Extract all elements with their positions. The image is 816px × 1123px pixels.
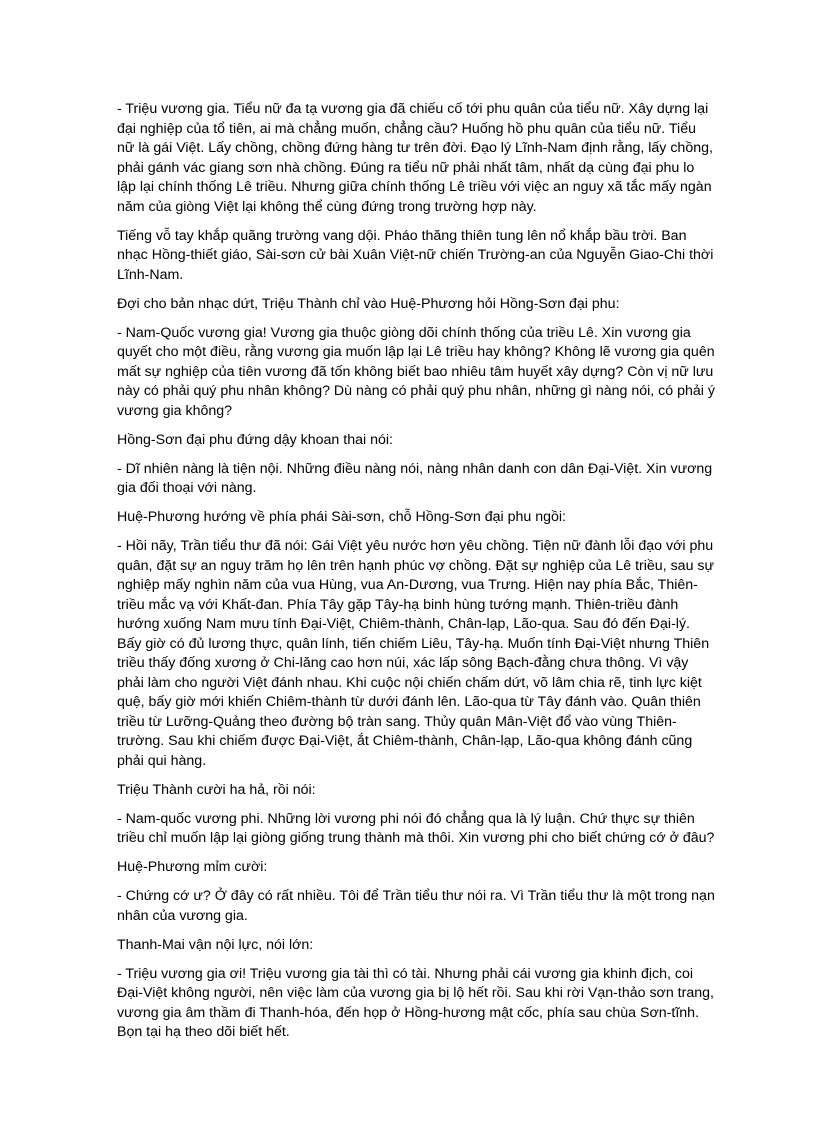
paragraph: - Hồi nãy, Trần tiểu thư đã nói: Gái Việt yêu nước hơn yêu chồng. Tiện nữ đành lỗi đạo với phu quân, đặt sự an nguy trăm họ lên trên hạnh phúc vợ chồng. Đặt sự nghiệp của Lê triều, sau sự nghiệp mấy nghìn năm của vua Hùng, vua An-Dương, vua Trưng. Hiện nay phía Bắc, Thiên-triều mắc vạ với Khất-đan. Phía Tây gặp Tây-hạ binh hùng tướng mạnh. Thiên-triều đành hướng xuống Nam mưu tính Đại-Việt, Chiêm-thành, Chân-lạp, Lão-qua. Sau đó đến Đại-lý. Bấy giờ có đủ lương thực, quân lính, tiến chiếm Liêu, Tây-hạ. Muốn tính Đại-Việt nhưng Thiên triều thấy đống xương ở Chi-lăng cao hơn núi, xác lấp sông Bạch-đằng chưa thông. Vì vậy phải làm cho người Việt đánh nhau. Khi cuộc nội chiến chấm dứt, võ lâm chia rẽ, tinh lực kiệt quệ, bấy giờ mới khiến Chiêm-thành từ dưới đánh lên. Lão-qua từ Tây đánh vào. Quân thiên triều từ Lưỡng-Quảng theo đường bộ tràn sang. Thủy quân Mân-Việt đổ vào vùng Thiên-trường. Sau khi chiếm được Đại-Việt, ắt Chiêm-thành, Chân-lạp, Lão-qua không đánh cũng phải qui hàng. <box>117 538 714 769</box>
paragraph: Tiếng vỗ tay khắp quãng trường vang dội. Pháo thăng thiên tung lên nổ khắp bầu trời. Ban nhạc Hồng-thiết giáo, Sài-sơn cử bài Xuân Việt-nữ chiến Trường-an của Nguyễn Giao-Chi thời Lĩnh-Nam. <box>117 227 714 283</box>
paragraph: Đợi cho bản nhạc dứt, Triệu Thành chỉ vào Huệ-Phương hỏi Hồng-Sơn đại phu: <box>117 295 620 312</box>
paragraph: - Triệu vương gia ơi! Triệu vương gia tài thì có tài. Nhưng phải cái vương gia khinh địch, coi Đại-Việt không người, nên việc làm của vương gia bị lộ hết rồi. Sau khi rời Vạn-thảo sơn trang, vương gia âm thầm đi Thanh-hóa, đến họp ở Hồng-hương mật cốc, phía sau chùa Sơn-tĩnh. Bọn tại hạ theo dõi biết hết. <box>117 965 714 1040</box>
paragraph: - Chứng cớ ư? Ở đây có rất nhiều. Tôi để Trần tiểu thư nói ra. Vì Trần tiểu thư là một trong nạn nhân của vương gia. <box>117 888 715 924</box>
document-page <box>117 100 715 1052</box>
paragraph: Thanh-Mai vận nội lực, nói lớn: <box>117 936 314 953</box>
paragraph: Huệ-Phương hướng về phía phái Sài-sơn, chỗ Hồng-Sơn đại phu ngồi: <box>117 509 566 525</box>
paragraph: Hồng-Sơn đại phu đứng dậy khoan thai nói: <box>117 431 393 448</box>
paragraph: - Nam-quốc vương phi. Những lời vương phi nói đó chẳng qua là lý luận. Chứ thực sự thiên triều chỉ muốn lập lại giòng giống trung thành mà thôi. Xin vương phi cho biết chứng cớ ở đâu? <box>117 810 715 846</box>
paragraph: Triệu Thành cười ha hả, rồi nói: <box>117 781 316 798</box>
paragraph: - Dĩ nhiên nàng là tiện nội. Những điều nàng nói, nàng nhân danh con dân Đại-Việt. Xin vương gia đối thoại với nàng. <box>117 460 713 496</box>
paragraph: - Triệu vương gia. Tiểu nữ đa tạ vương gia đã chiếu cố tới phu quân của tiểu nữ. Xây dựng lại đại nghiệp của tổ tiên, ai mà chẳng muốn, chẳng cầu? Huống hồ phu quân của tiểu nữ. Tiểu nữ là gái Việt. Lấy chồng, chồng đứng hàng tư trên đời. Đạo lý Lĩnh-Nam định rằng, lấy chồng, phải gánh vác giang sơn nhà chồng. Đúng ra tiểu nữ phải nhất tâm, nhất dạ cùng đại phu lo lập lại chính thống Lê triều. Nhưng giữa chính thống Lê triều với việc an nguy xã tắc mấy ngàn năm của giòng Việt lại không thể cùng đứng trong trường hợp này. <box>117 101 713 215</box>
paragraph: Huệ-Phương mỉm cười: <box>117 859 268 875</box>
paragraph: - Nam-Quốc vương gia! Vương gia thuộc giòng dõi chính thống của triều Lê. Xin vương gia quyết cho một điều, rằng vương gia muốn lập lại Lê triều hay không? Không lẽ vương gia quên mất sự nghiệp của tiên vương đã tốn không biết bao nhiêu tâm huyết xây dựng? Còn vị nữ lưu này có phải quý phu nhân không? Dù nàng có phải quý phu nhân, những gì nàng nói, có phải ý vương gia không? <box>117 324 715 419</box>
